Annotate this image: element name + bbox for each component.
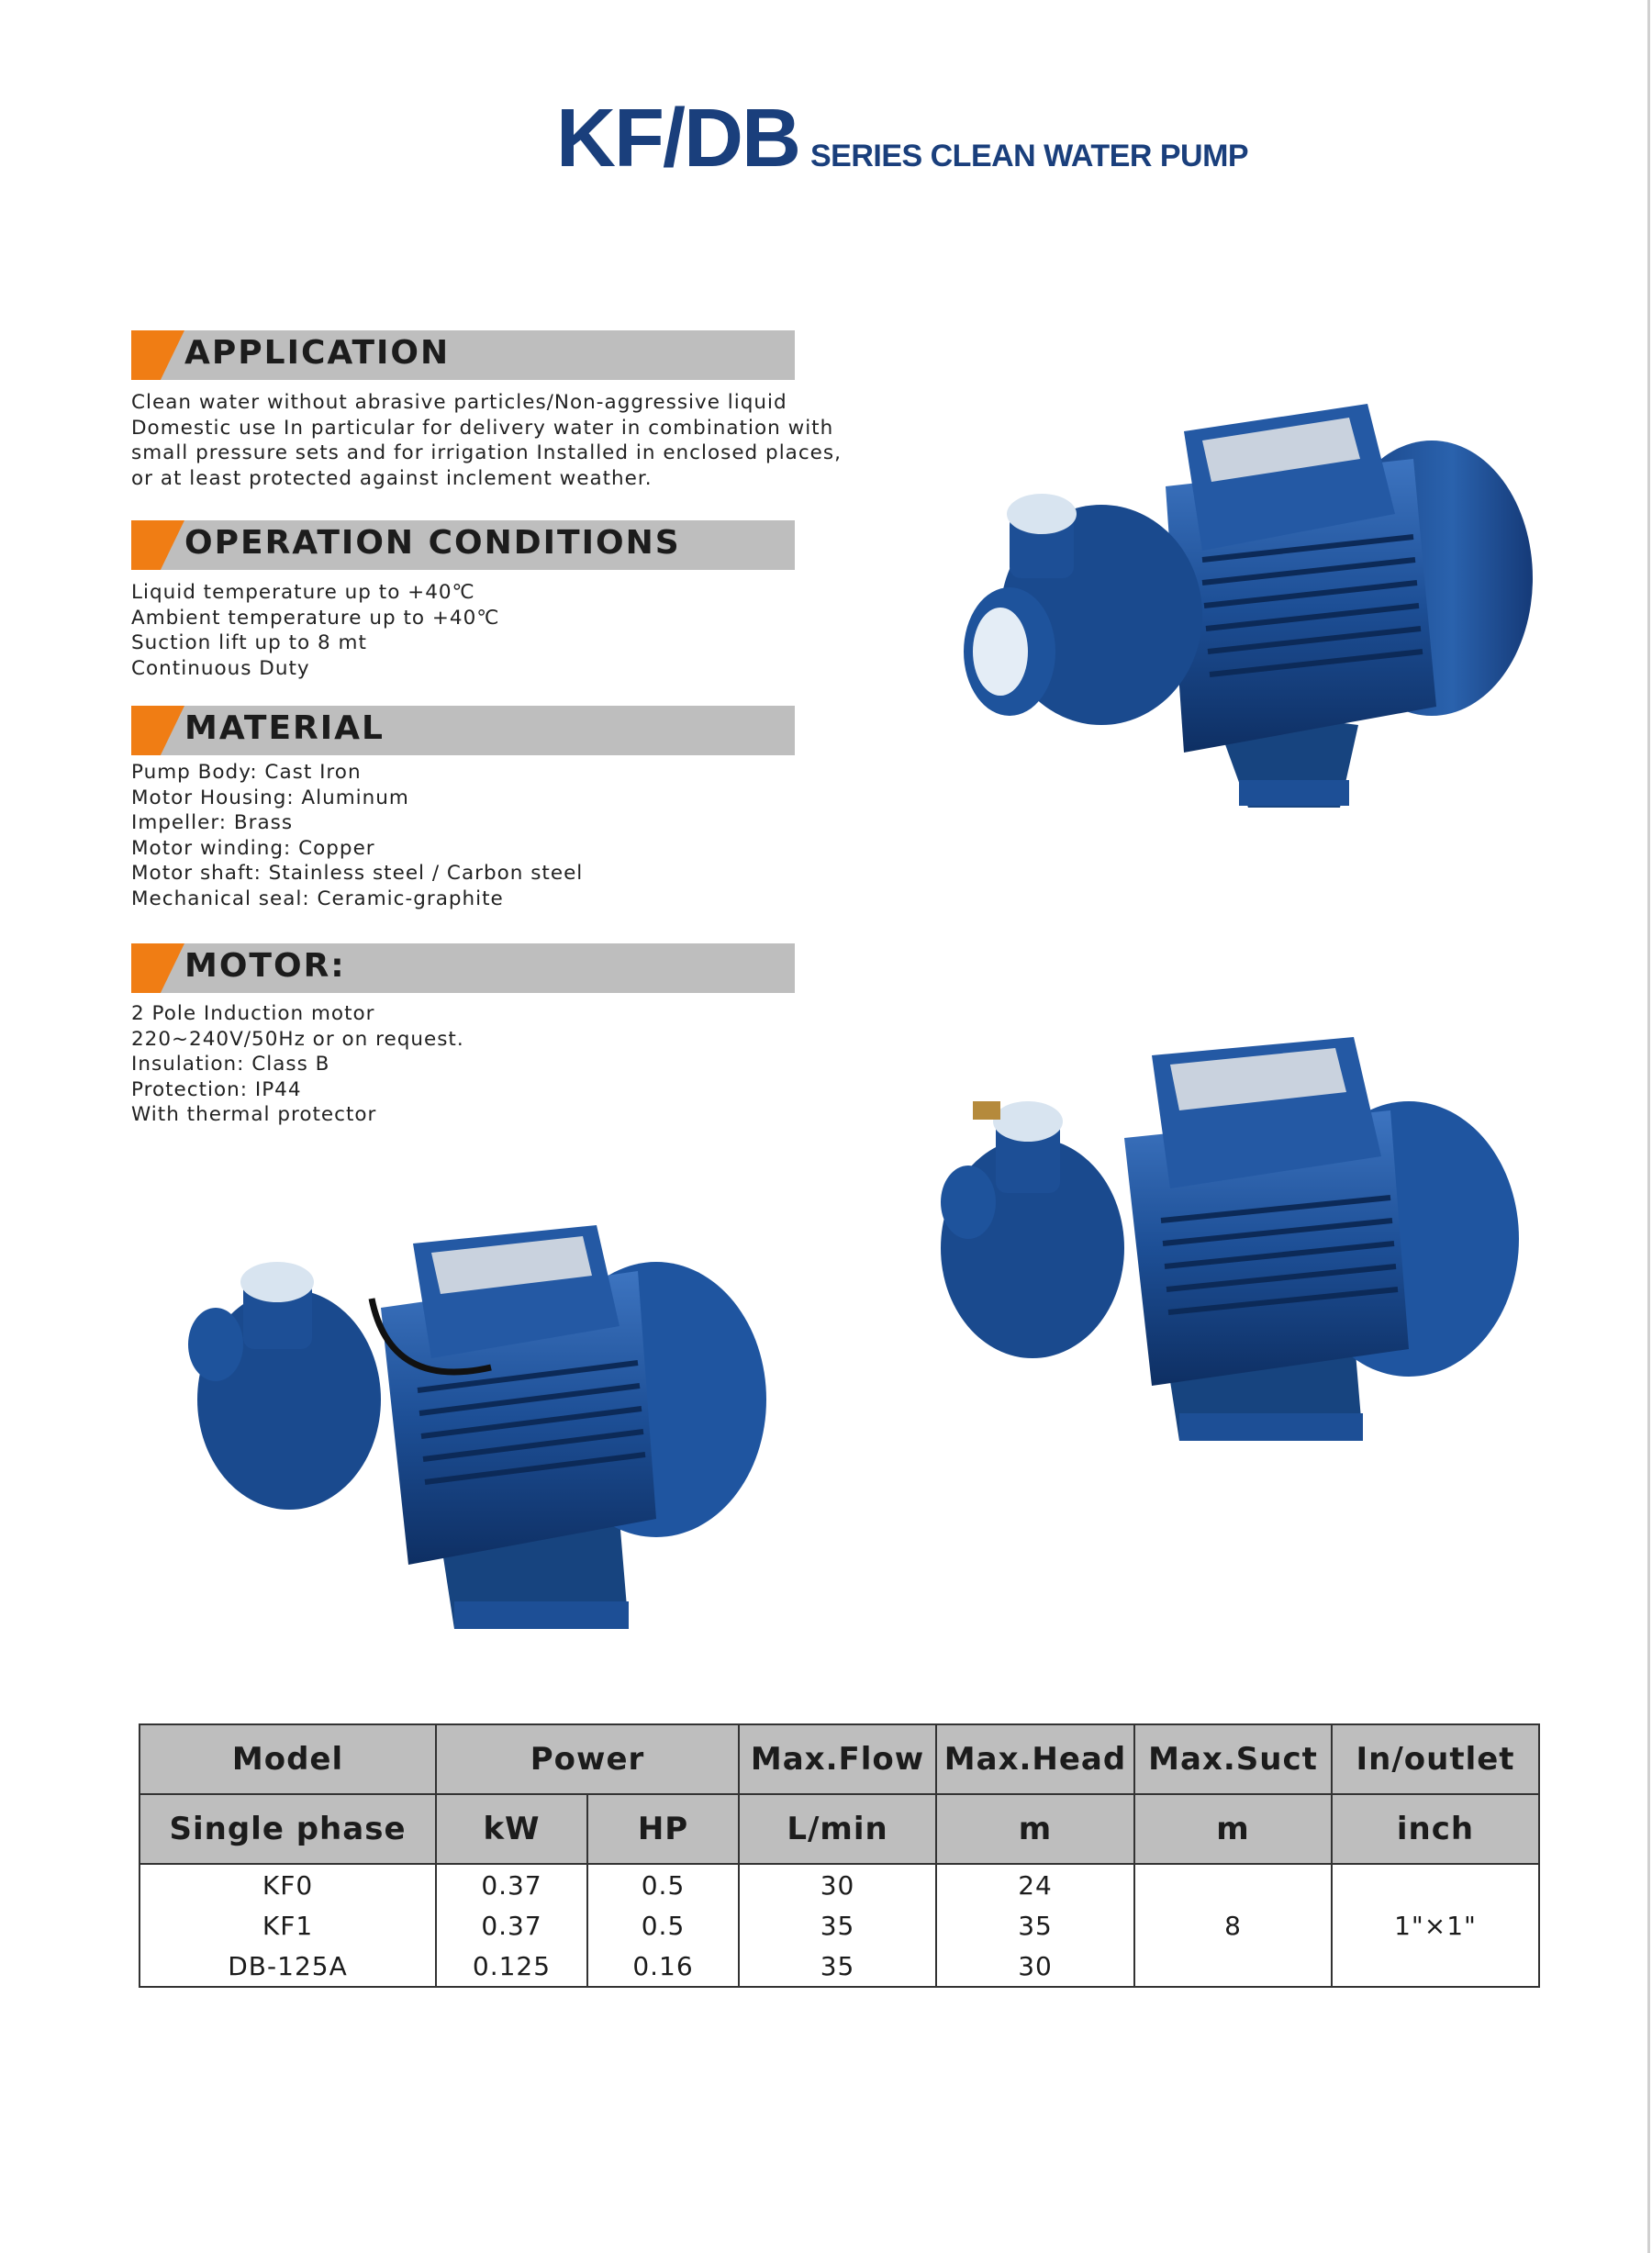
page-title [556,92,1248,186]
cell-model: KF1 [140,1905,436,1946]
orange-flag-icon [131,520,184,570]
cell-flow: 30 [739,1864,936,1905]
header-head-unit: m [936,1794,1134,1864]
pump-image-top-right [936,376,1542,835]
motor-text [131,1001,464,1128]
cell-max-suct: 8 [1134,1864,1332,1987]
text-line: Domestic use In particular for delivery water in combination with [131,416,834,440]
header-max-head: Max.Head [936,1724,1134,1794]
table-row [140,1864,1539,1905]
cell-head: 30 [936,1946,1134,1987]
header-power: Power [436,1724,739,1794]
section-header-motor [131,943,795,993]
header-kw: kW [436,1794,587,1864]
header-hp: HP [587,1794,739,1864]
cell-flow: 35 [739,1905,936,1946]
application-text [131,390,842,491]
operation-text [131,580,499,681]
header-flow-unit: L/min [739,1794,936,1864]
text-line: Insulation: Class B [131,1053,330,1076]
page-edge-line [1647,0,1650,2253]
text-line: Motor shaft: Stainless steel / Carbon steel [131,862,584,885]
text-line: Protection: IP44 [131,1077,302,1101]
spec-table [139,1723,1540,1988]
cell-flow: 35 [739,1946,936,1987]
header-single-phase: Single phase [140,1794,436,1864]
cell-head: 35 [936,1905,1134,1946]
text-line: Liquid temperature up to +40℃ [131,581,475,604]
header-inoutlet-unit: inch [1332,1794,1539,1864]
text-line: 220~240V/50Hz or on request. [131,1027,464,1051]
text-line: 2 Pole Induction motor [131,1002,375,1025]
cell-kw: 0.125 [436,1946,587,1987]
pump-image-bottom-right [932,1019,1542,1459]
text-line: Impeller: Brass [131,811,294,834]
cell-head: 24 [936,1864,1134,1905]
text-line: Motor Housing: Aluminum [131,786,409,809]
cell-hp: 0.5 [587,1905,739,1946]
text-line: Clean water without abrasive particles/Non-aggressive liquid [131,391,787,414]
text-line: Ambient temperature up to +40℃ [131,606,500,630]
title-main: KF/DB [556,93,799,184]
text-line: Motor winding: Copper [131,836,375,860]
text-line: small pressure sets and for irrigation Installed in enclosed places, [131,441,842,464]
cell-hp: 0.5 [587,1864,739,1905]
cell-model: DB-125A [140,1946,436,1987]
text-line: Suction lift up to 8 mt [131,631,367,654]
text-line: Mechanical seal: Ceramic-graphite [131,887,504,910]
orange-flag-icon [131,330,184,380]
text-line: With thermal protector [131,1103,377,1126]
text-line: Pump Body: Cast Iron [131,761,362,784]
cell-model: KF0 [140,1864,436,1905]
cell-hp: 0.16 [587,1946,739,1987]
section-heading: MATERIAL [184,709,385,747]
section-header-material [131,706,795,755]
material-text [131,760,583,911]
section-heading: OPERATION CONDITIONS [184,524,681,562]
section-heading: APPLICATION [184,334,451,372]
section-heading: MOTOR: [184,947,346,985]
header-max-flow: Max.Flow [739,1724,936,1794]
pump-image-bottom-left [188,1207,794,1638]
text-line: Continuous Duty [131,656,310,680]
cell-kw: 0.37 [436,1905,587,1946]
header-max-suct: Max.Suct [1134,1724,1332,1794]
cell-inoutlet: 1"×1" [1332,1864,1539,1987]
header-model: Model [140,1724,436,1794]
section-header-operation [131,520,795,570]
cell-kw: 0.37 [436,1864,587,1905]
header-inoutlet: In/outlet [1332,1724,1539,1794]
text-line: or at least protected against inclement weather. [131,466,653,490]
section-header-application [131,330,795,380]
table-header-row [140,1794,1539,1864]
title-sub: SERIES CLEAN WATER PUMP [809,139,1249,173]
header-suct-unit: m [1134,1794,1332,1864]
orange-flag-icon [131,943,184,993]
orange-flag-icon [131,706,184,755]
table-header-row [140,1724,1539,1794]
